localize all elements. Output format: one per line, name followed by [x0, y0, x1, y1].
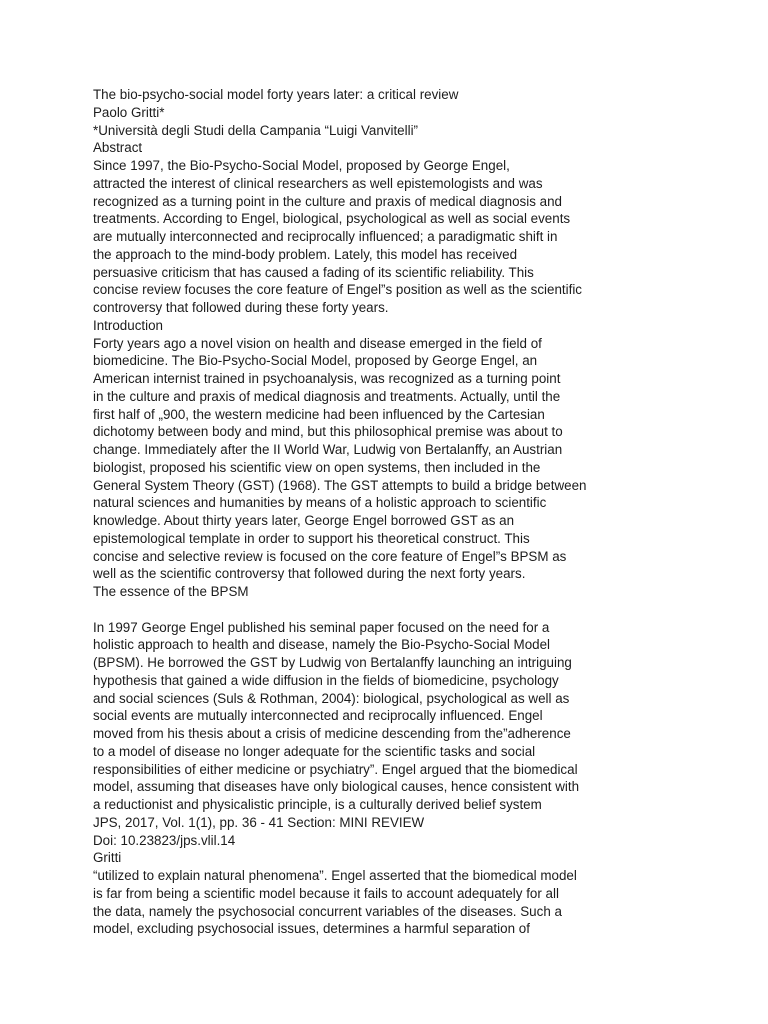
introduction-line: knowledge. About thirty years later, George Engel borrowed GST as an [93, 513, 515, 528]
abstract-line: Since 1997, the Bio-Psycho-Social Model, proposed by George Engel, [93, 158, 510, 173]
abstract-line: are mutually interconnected and reciprocally influenced; a paradigmatic shift in [93, 229, 558, 244]
body-line: (BPSM). He borrowed the GST by Ludwig von Bertalanffy launching an intriguing [93, 655, 572, 670]
introduction-line: biomedicine. The Bio-Psycho-Social Model, proposed by George Engel, an [93, 353, 538, 369]
introduction-heading: Introduction [93, 317, 163, 333]
abstract-heading: Abstract [93, 140, 143, 156]
body-line: moved from his thesis about a crisis of medicine descending from the”adherence [93, 726, 571, 741]
running-header: Gritti [93, 850, 122, 866]
body-line: model, excluding psychosocial issues, determines a harmful separation of [93, 921, 530, 937]
abstract-line: persuasive criticism that has caused a fading of its scientific reliability. This [93, 264, 534, 280]
body-line: model, assuming that diseases have only biological causes, hence consistent with [93, 779, 580, 795]
abstract-line: treatments. According to Engel, biological, psychological as well as social events [93, 211, 571, 227]
body-line: is far from being a scientific model because it fails to account adequately for all [93, 885, 559, 901]
body-line: holistic approach to health and disease, namely the Bio-Psycho-Social Model [93, 637, 551, 653]
introduction-line: concise and selective review is focused on the core feature of Engel”s BPSM as [93, 548, 567, 564]
abstract-line: concise review focuses the core feature of Engel”s position as well as the scientific [93, 282, 583, 298]
introduction-line: natural sciences and humanities by means of a holistic approach to scientific [93, 495, 547, 511]
body-line: “utilized to explain natural phenomena”. Engel asserted that the biomedical model [93, 868, 577, 883]
body-line: social events are mutually interconnected and reciprocally influenced. Engel [93, 708, 543, 724]
document-page [93, 86, 673, 938]
article-title: The bio-psycho-social model forty years later: a critical review [93, 87, 459, 102]
journal-citation: JPS, 2017, Vol. 1(1), pp. 36 - 41 Section: MINI REVIEW [93, 814, 425, 830]
blank-line [93, 601, 673, 619]
body-line: In 1997 George Engel published his seminal paper focused on the need for a [93, 619, 550, 635]
introduction-line: epistemological template in order to support his theoretical construct. This [93, 530, 530, 546]
abstract-line: recognized as a turning point in the culture and praxis of medical diagnosis and [93, 193, 562, 209]
introduction-line: Forty years ago a novel vision on health and disease emerged in the field of [93, 335, 542, 351]
introduction-line: biologist, proposed his scientific view on open systems, then included in the [93, 459, 541, 475]
section-heading: The essence of the BPSM [93, 584, 249, 599]
abstract-line: the approach to the mind-body problem. Lately, this model has received [93, 246, 518, 262]
introduction-line: General System Theory (GST) (1968). The GST attempts to build a bridge between [93, 477, 587, 493]
body-line: and social sciences (Suls & Rothman, 2004): biological, psychological as well as [93, 690, 570, 706]
body-line: to a model of disease no longer adequate for the scientific tasks and social [93, 743, 536, 759]
body-line: hypothesis that gained a wide diffusion in the fields of biomedicine, psychology [93, 672, 559, 688]
doi-line: Doi: 10.23823/jps.vlil.14 [93, 832, 236, 848]
abstract-line: controversy that followed during these forty years. [93, 300, 389, 315]
body-line: responsibilities of either medicine or psychiatry”. Engel argued that the biomedical [93, 761, 578, 777]
body-line: a reductionist and physicalistic principle, is a culturally derived belief system [93, 797, 542, 812]
abstract-line: attracted the interest of clinical researchers as well epistemologists and was [93, 175, 543, 191]
introduction-line: dichotomy between body and mind, but this philosophical premise was about to [93, 424, 563, 440]
introduction-line: first half of „900, the western medicine had been influenced by the Cartesian [93, 406, 545, 422]
introduction-line: in the culture and praxis of medical diagnosis and treatments. Actually, until the [93, 388, 561, 404]
author-affiliation: *Università degli Studi della Campania “Luigi Vanvitelli” [93, 122, 419, 138]
author-name: Paolo Gritti* [93, 104, 165, 120]
introduction-line: change. Immediately after the II World War, Ludwig von Bertalanffy, an Austrian [93, 442, 563, 457]
body-line: the data, namely the psychosocial concurrent variables of the diseases. Such a [93, 903, 562, 919]
introduction-line: well as the scientific controversy that followed during the next forty years. [93, 566, 526, 582]
introduction-line: American internist trained in psychoanalysis, was recognized as a turning point [93, 371, 561, 386]
